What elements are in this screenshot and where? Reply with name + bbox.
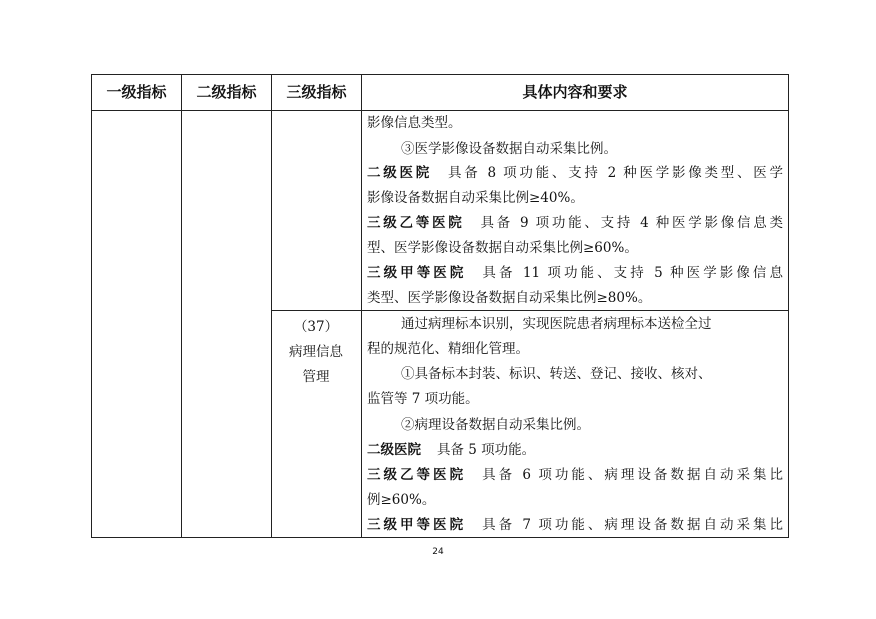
level-label: 三级乙等医院 [367,467,467,483]
level2-imaging-cont: 影像设备数据自动采集比例≥40%。 [367,190,584,206]
pathology-intro-line2: 程的规范化、精细化管理。 [367,341,529,357]
level-text: 具备 11 项功能、支持 5 种医学影像信息 [482,265,783,281]
level-text: 具备 5 项功能。 [437,442,536,458]
header-level1: 一级指标 [106,83,167,101]
header-level3: 三级指标 [286,83,347,101]
item37-name-line1: 病理信息 [289,344,343,360]
table-bottom-border [91,537,789,538]
level2-imaging-line [367,163,783,183]
col-border-3 [361,74,362,538]
item37-name-line2: 管理 [302,369,330,385]
pathology-intro-line1: 通过病理标本识别，实现医院患者病理标本送检全过 [401,316,712,332]
level3b-imaging-cont: 型、医学影像设备数据自动采集比例≥60%。 [367,240,638,256]
level-text: 具备 9 项功能、支持 4 种医学影像信息类 [480,215,783,231]
level-label: 三级甲等医院 [367,517,467,533]
pathology-req2: ②病理设备数据自动采集比例。 [401,417,590,433]
header-bottom-border [91,110,789,111]
level-text: 具备 8 项功能、支持 2 种医学影像类型、医学 [448,165,783,181]
col-border-left [91,74,92,538]
level3a-pathology-line [367,515,783,535]
level-text: 具备 7 项功能、病理设备数据自动采集比 [482,517,783,533]
col-border-1 [181,74,182,538]
pathology-req1-line2: 监管等 7 项功能。 [367,391,479,407]
level3b-pathology-cont: 例≥60%。 [367,492,436,508]
page-number: 24 [432,547,444,557]
header-content: 具体内容和要求 [522,83,628,101]
level-label: 二级医院 [367,165,432,181]
item37-number: （37） [293,319,339,335]
level-text: 具备 6 项功能、病理设备数据自动采集比 [482,467,783,483]
level-label: 三级乙等医院 [367,215,465,231]
requirement-3-imaging: ③医学影像设备数据自动采集比例。 [401,141,617,157]
level3a-imaging-line [367,263,783,283]
header-level2: 二级指标 [196,83,257,101]
pathology-req1-line1: ①具备标本封装、标识、转送、登记、接收、核对、 [401,366,712,382]
content-continued-line: 影像信息类型。 [367,115,462,131]
level3a-imaging-cont: 类型、医学影像设备数据自动采集比例≥80%。 [367,290,652,306]
col-border-2 [271,74,272,538]
level3b-imaging-line [367,213,783,233]
level-label: 三级甲等医院 [367,265,467,281]
level2-pathology-line [367,440,787,460]
row-divider [271,310,789,311]
level-label: 二级医院 [367,442,421,458]
level3b-pathology-line [367,465,783,485]
